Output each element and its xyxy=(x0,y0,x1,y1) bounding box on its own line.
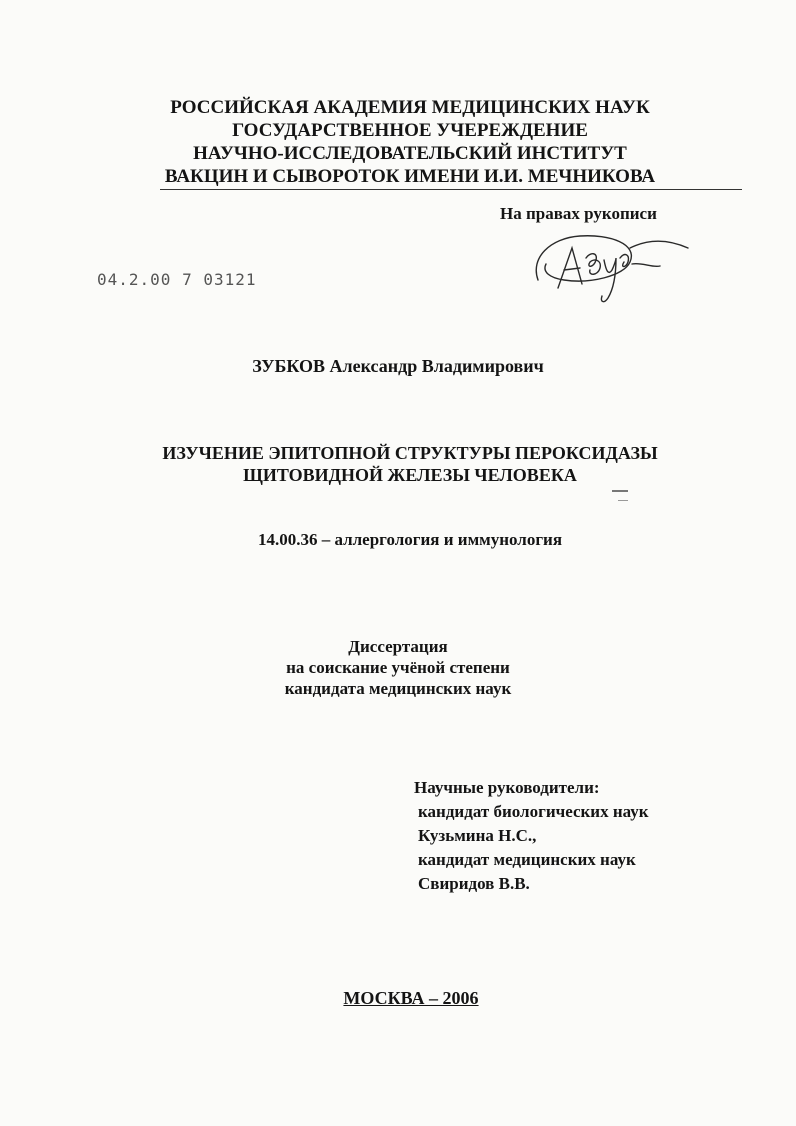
dissertation-title xyxy=(0,442,796,486)
degree-line-1: Диссертация xyxy=(348,637,448,656)
institution-line-4: ВАКЦИН И СЫВОРОТОК ИМЕНИ И.И. МЕЧНИКОВА xyxy=(164,166,656,187)
header-divider xyxy=(160,189,742,190)
handwritten-signature-icon xyxy=(520,218,700,318)
city-year: МОСКВА – 2006 xyxy=(343,988,479,1008)
scan-mark xyxy=(612,490,628,492)
institution-line-3: НАУЧНО-ИССЛЕДОВАТЕЛЬСКИЙ ИНСТИТУТ xyxy=(193,143,627,164)
supervisor-line-1: кандидат биологических наук xyxy=(418,802,649,821)
institution-header xyxy=(60,96,760,188)
institution-line-1: РОССИЙСКАЯ АКАДЕМИЯ МЕДИЦИНСКИХ НАУК xyxy=(170,97,650,118)
specialty-code: 14.00.36 – аллергология и иммунология xyxy=(257,530,563,549)
supervisor-line-2: Кузьмина Н.С., xyxy=(418,826,537,845)
title-line-2: ЩИТОВИДНОЙ ЖЕЛЕЗЫ ЧЕЛОВЕКА xyxy=(243,465,577,485)
registration-number: 04.2.00 7 03121 xyxy=(97,270,257,289)
degree-line-3: кандидата медицинских наук xyxy=(284,679,512,698)
manuscript-rights-label: На правах рукописи xyxy=(500,204,657,223)
supervisor-line-4: Свиридов В.В. xyxy=(418,874,530,893)
author-name: ЗУБКОВ Александр Владимирович xyxy=(252,356,544,376)
degree-statement xyxy=(0,636,796,699)
degree-line-2: на соискание учёной степени xyxy=(286,658,510,677)
supervisors-block xyxy=(414,776,649,896)
supervisors-heading: Научные руководители: xyxy=(414,778,600,797)
institution-line-2: ГОСУДАРСТВЕННОЕ УЧЕРЕЖДЕНИЕ xyxy=(232,120,588,141)
title-line-1: ИЗУЧЕНИЕ ЭПИТОПНОЙ СТРУКТУРЫ ПЕРОКСИДАЗЫ xyxy=(162,443,658,463)
scan-mark xyxy=(618,500,628,501)
supervisor-line-3: кандидат медицинских наук xyxy=(418,850,636,869)
